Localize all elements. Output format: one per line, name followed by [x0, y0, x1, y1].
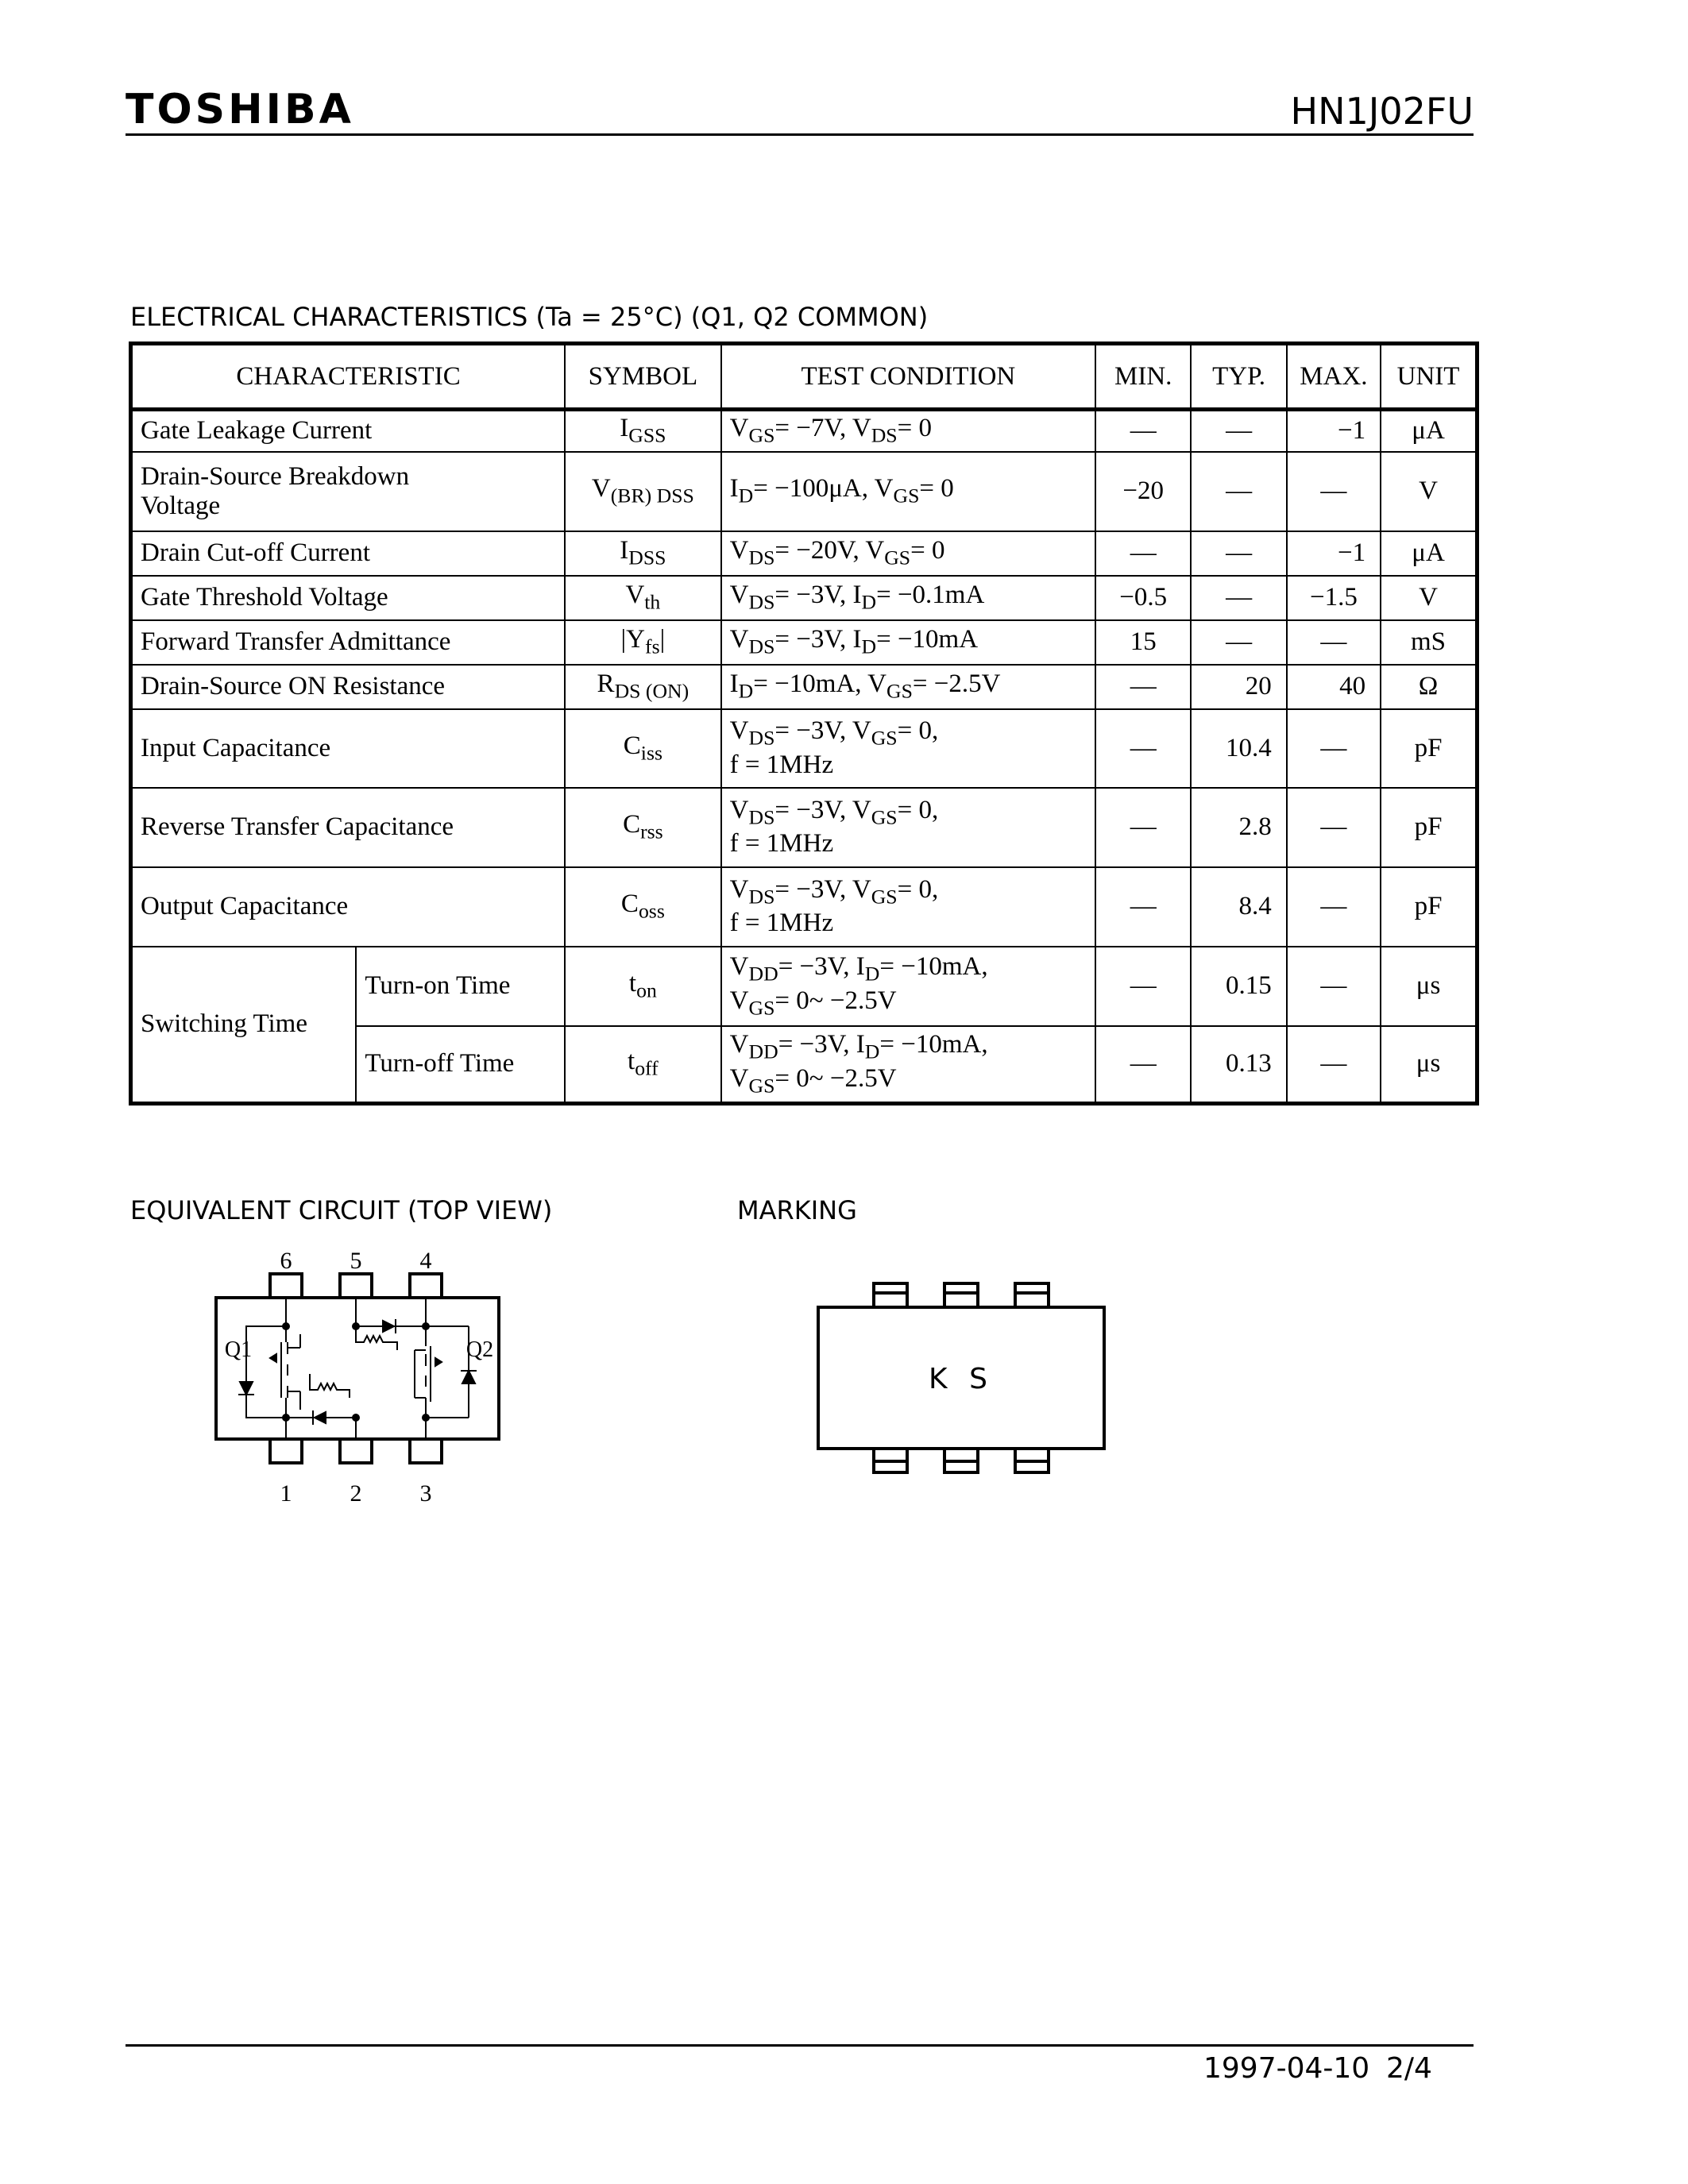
marking-code: K S — [929, 1363, 994, 1395]
q2-body-diode — [462, 1371, 475, 1383]
max-value: −1 — [1287, 531, 1381, 576]
footer-page-number: 2/4 — [1386, 2052, 1432, 2085]
min-value: — — [1095, 410, 1191, 452]
pin-1 — [270, 1439, 302, 1463]
max-value: — — [1287, 620, 1381, 665]
table-row — [131, 947, 1477, 1026]
header-rule — [126, 133, 1474, 136]
table-row — [131, 452, 1477, 531]
symbol: $I_{GSS}$ — [565, 410, 721, 452]
unit: μs — [1381, 947, 1477, 1026]
typ-value: 0.13 — [1191, 1026, 1286, 1104]
gate-protection-diode-2 — [383, 1321, 394, 1332]
unit: V — [1381, 576, 1477, 620]
min-value: — — [1095, 531, 1191, 576]
table-header-row — [131, 344, 1477, 410]
header-typ: TYP. — [1191, 344, 1286, 410]
unit: Ω — [1381, 665, 1477, 709]
table-row — [131, 709, 1477, 788]
pin-label-1: 1 — [280, 1480, 292, 1507]
table-row — [131, 531, 1477, 576]
footer-date: 1997-04-10 — [1203, 2052, 1370, 2085]
equivalent-circuit-title: EQUIVALENT CIRCUIT (TOP VIEW) — [130, 1195, 553, 1225]
section-title: ELECTRICAL CHARACTERISTICS (Ta = 25°C) (Q1, Q2 COMMON) — [130, 302, 929, 332]
min-value: — — [1095, 947, 1191, 1026]
max-value: 40 — [1287, 665, 1381, 709]
pin-label-4: 4 — [419, 1248, 432, 1274]
toshiba-logo: TOSHIBA — [126, 86, 354, 133]
test-condition: $V_{DS}= -20V$, $V_{GS}= 0$ — [721, 531, 1095, 576]
header-max: MAX. — [1287, 344, 1381, 410]
min-value: −20 — [1095, 452, 1191, 531]
q1-gate-arrow — [270, 1354, 276, 1362]
test-condition: $V_{DS}= -3V$, $I_D= -10mA$ — [721, 620, 1095, 665]
marking-title: MARKING — [737, 1195, 857, 1225]
marking-pin-top-3 — [1015, 1283, 1049, 1307]
test-condition: $I_D= -100\mu A$, $V_{GS}= 0$ — [721, 452, 1095, 531]
symbol: $|Y_{fs}|$ — [565, 620, 721, 665]
unit: pF — [1381, 867, 1477, 947]
typ-value: — — [1191, 410, 1286, 452]
pin-3 — [410, 1439, 442, 1463]
max-value: — — [1287, 1026, 1381, 1104]
unit: V — [1381, 452, 1477, 531]
table-row — [131, 867, 1477, 947]
test-condition: $V_{DS}= -3V$, $V_{GS}= 0$, f = 1MHz — [721, 788, 1095, 867]
pin-label-3: 3 — [419, 1480, 432, 1507]
marking-pin-top-1 — [874, 1283, 907, 1307]
max-value: — — [1287, 947, 1381, 1026]
symbol: $C_{rss}$ — [565, 788, 721, 867]
min-value: — — [1095, 709, 1191, 788]
q1-label: Q1 — [224, 1337, 253, 1362]
typ-value: — — [1191, 452, 1286, 531]
test-condition: $V_{DS}= -3V$, $I_D= -0.1mA$ — [721, 576, 1095, 620]
pin-label-6: 6 — [280, 1248, 292, 1274]
typ-value: 2.8 — [1191, 788, 1286, 867]
test-condition: $V_{DS}= -3V$, $V_{GS}= 0$, f = 1MHz — [721, 867, 1095, 947]
header-symbol: SYMBOL — [565, 344, 721, 410]
characteristic-name: Gate Threshold Voltage — [131, 576, 566, 620]
test-condition: $V_{DS}= -3V$, $V_{GS}= 0$, f = 1MHz — [721, 709, 1095, 788]
characteristic-name: Turn-off Time — [356, 1026, 565, 1104]
min-value: 15 — [1095, 620, 1191, 665]
symbol: $C_{iss}$ — [565, 709, 721, 788]
max-value: — — [1287, 788, 1381, 867]
typ-value: 8.4 — [1191, 867, 1286, 947]
characteristic-name: Forward Transfer Admittance — [131, 620, 566, 665]
test-condition: $V_{DD}= -3V$, $I_D= -10mA$, $V_{GS}=$ 0~ −2.5V — [721, 1026, 1095, 1104]
table-row — [131, 665, 1477, 709]
unit: mS — [1381, 620, 1477, 665]
equivalent-circuit-diagram — [199, 1239, 532, 1525]
symbol: $V_{(BR) DSS}$ — [565, 452, 721, 531]
characteristic-name: Reverse Transfer Capacitance — [131, 788, 566, 867]
table-row — [131, 620, 1477, 665]
marking-diagram — [810, 1271, 1112, 1493]
unit: pF — [1381, 788, 1477, 867]
q1-body-diode — [240, 1382, 253, 1395]
min-value: — — [1095, 665, 1191, 709]
symbol: $V_{th}$ — [565, 576, 721, 620]
symbol: $C_{oss}$ — [565, 867, 721, 947]
symbol: $t_{off}$ — [565, 1026, 721, 1104]
test-condition: $I_D= -10mA$, $V_{GS}= -2.5V$ — [721, 665, 1095, 709]
test-condition: $V_{GS}= -7V$, $V_{DS}= 0$ — [721, 410, 1095, 452]
gate-protection-diode-1 — [315, 1412, 326, 1423]
symbol: $t_{on}$ — [565, 947, 721, 1026]
switching-time-group: Switching Time — [131, 947, 357, 1104]
pin-4 — [410, 1274, 442, 1298]
max-value: — — [1287, 867, 1381, 947]
min-value: — — [1095, 1026, 1191, 1104]
pin-5 — [340, 1274, 372, 1298]
typ-value: — — [1191, 576, 1286, 620]
min-value: — — [1095, 867, 1191, 947]
characteristic-name: Gate Leakage Current — [131, 410, 566, 452]
max-value: — — [1287, 709, 1381, 788]
typ-value: — — [1191, 531, 1286, 576]
header-characteristic: CHARACTERISTIC — [131, 344, 566, 410]
max-value: −1.5 — [1287, 576, 1381, 620]
table-row — [131, 788, 1477, 867]
header-unit: UNIT — [1381, 344, 1477, 410]
header-min: MIN. — [1095, 344, 1191, 410]
symbol: $R_{DS (ON)}$ — [565, 665, 721, 709]
unit: μA — [1381, 531, 1477, 576]
unit: μA — [1381, 410, 1477, 452]
unit: pF — [1381, 709, 1477, 788]
max-value: — — [1287, 452, 1381, 531]
typ-value: 0.15 — [1191, 947, 1286, 1026]
characteristic-name: Drain-Source Breakdown Voltage — [131, 452, 566, 531]
characteristic-name: Input Capacitance — [131, 709, 566, 788]
unit: μs — [1381, 1026, 1477, 1104]
characteristic-name: Drain-Source ON Resistance — [131, 665, 566, 709]
symbol: $I_{DSS}$ — [565, 531, 721, 576]
pin-2 — [340, 1439, 372, 1463]
marking-pin-top-2 — [944, 1283, 978, 1307]
typ-value: 10.4 — [1191, 709, 1286, 788]
header-test-condition: TEST CONDITION — [721, 344, 1095, 410]
table-row — [131, 410, 1477, 452]
table-row — [131, 576, 1477, 620]
pin-label-5: 5 — [350, 1248, 362, 1274]
characteristic-name: Turn-on Time — [356, 947, 565, 1026]
characteristic-name: Drain Cut-off Current — [131, 531, 566, 576]
part-number: HN1J02FU — [1290, 90, 1474, 133]
electrical-characteristics-table — [129, 341, 1479, 1106]
pin-6 — [270, 1274, 302, 1298]
min-value: — — [1095, 788, 1191, 867]
min-value: −0.5 — [1095, 576, 1191, 620]
max-value: −1 — [1287, 410, 1381, 452]
q2-gate-arrow — [435, 1358, 442, 1366]
test-condition: $V_{DD}= -3V$, $I_D= -10mA$, $V_{GS}=$ 0~ −2.5V — [721, 947, 1095, 1026]
footer-rule — [126, 2044, 1474, 2047]
typ-value: 20 — [1191, 665, 1286, 709]
pin-label-2: 2 — [350, 1480, 362, 1507]
characteristic-name: Output Capacitance — [131, 867, 566, 947]
q2-label: Q2 — [465, 1337, 494, 1362]
typ-value: — — [1191, 620, 1286, 665]
